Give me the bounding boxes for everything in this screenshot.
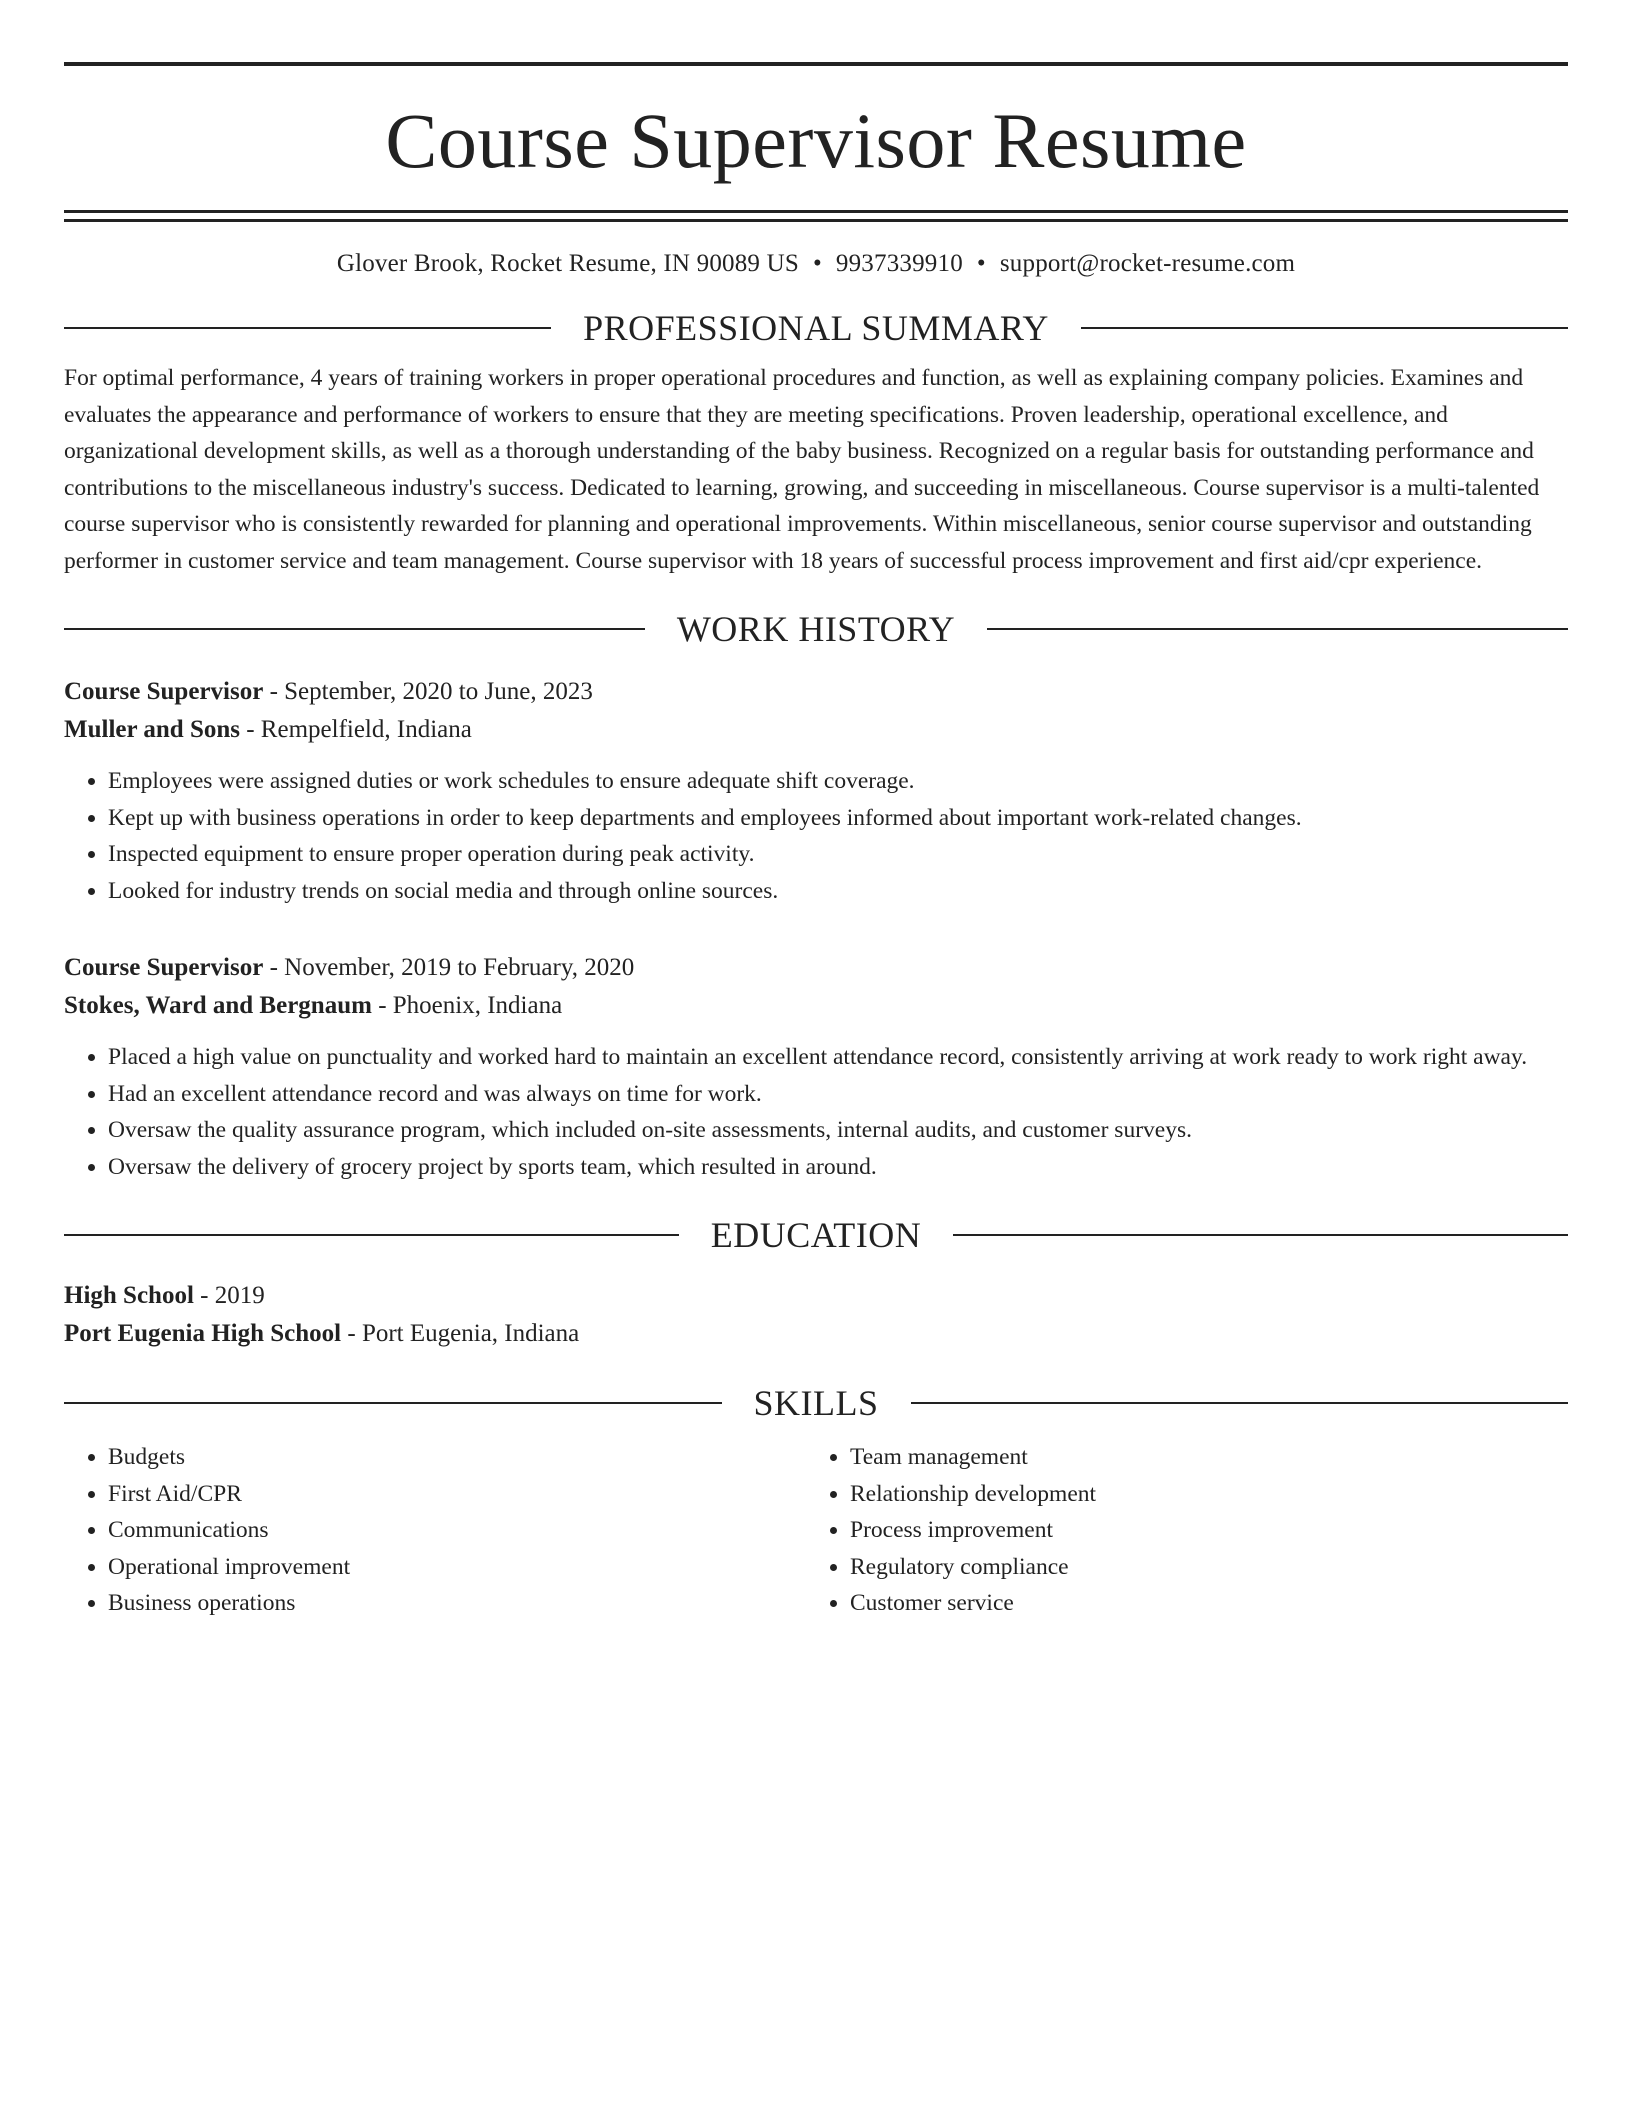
job-bullet: • Employees were assigned duties or work schedules to ensure adequate shift coverage. [108,763,1568,800]
section-rule-right [1081,327,1568,329]
skill-item: • Business operations [108,1585,806,1622]
section-rule-right [911,1402,1569,1404]
job-bullets [64,763,1568,909]
skills-heading: SKILLS [753,1383,879,1423]
job-dates: - September, 2020 to June, 2023 [263,678,593,705]
job-bullet: • Looked for industry trends on social media and through online sources. [108,873,1568,910]
job-title: Course Supervisor [64,954,264,981]
job-entry-2 [64,949,1568,1185]
education-school-line [64,1315,1568,1353]
education-year: - 2019 [193,1282,265,1309]
job-bullets [64,1039,1568,1185]
section-rule-left [64,1234,679,1236]
job-location: - Rempelfield, Indiana [239,716,472,743]
job-location: - Phoenix, Indiana [371,992,563,1019]
education-section-header [64,1217,1568,1253]
job-company: Muller and Sons [64,716,240,743]
job-entry-1 [64,673,1568,909]
contact-email: support@rocket-resume.com [999,250,1296,277]
skill-item: • Operational improvement [108,1549,806,1586]
skills-columns [64,1439,1568,1622]
job-bullet: • Inspected equipment to ensure proper operation during peak activity. [108,836,1568,873]
skill-item: • Communications [108,1512,806,1549]
contact-line [64,250,1568,278]
job-bullet: • Oversaw the delivery of grocery project by sports team, which resulted in around. [108,1149,1568,1186]
skill-item: • Team management [850,1439,1548,1476]
section-rule-left [64,1402,722,1404]
skills-section-header [64,1385,1568,1421]
job-bullet: • Kept up with business operations in order to keep departments and employees informed about important work-related changes. [108,800,1568,837]
skill-item: • Relationship development [850,1476,1548,1513]
top-rule [64,62,1568,66]
education-degree-line [64,1277,1568,1315]
job-bullet: • Had an excellent attendance record and was always on time for work. [108,1076,1568,1113]
job-company-line [64,987,1568,1025]
skill-item: • First Aid/CPR [108,1476,806,1513]
job-bullet: • Oversaw the quality assurance program, which included on-site assessments, internal audits, and customer surveys. [108,1112,1568,1149]
summary-section-header [64,310,1568,346]
work-heading: WORK HISTORY [676,609,956,649]
job-title-line [64,949,1568,987]
skills-list-left [64,1439,806,1622]
education-school: Port Eugenia High School [64,1320,342,1347]
job-title-line [64,673,1568,711]
education-degree: High School [64,1282,194,1309]
contact-separator: • [812,250,822,277]
skill-item: • Budgets [108,1439,806,1476]
education-heading: EDUCATION [710,1215,922,1255]
job-bullet: • Placed a high value on punctuality and worked hard to maintain an excellent attendance record, consistently arriving at work ready to work right away. [108,1039,1568,1076]
summary-heading: PROFESSIONAL SUMMARY [583,308,1049,348]
education-location: - Port Eugenia, Indiana [341,1320,580,1347]
contact-phone: 9937339910 [835,250,963,277]
contact-address: Glover Brook, Rocket Resume, IN 90089 US [336,250,799,277]
job-company: Stokes, Ward and Bergnaum [64,992,372,1019]
job-company-line [64,711,1568,749]
job-dates: - November, 2019 to February, 2020 [263,954,635,981]
title-double-rule [64,210,1568,222]
section-rule-right [987,628,1568,630]
section-rule-left [64,628,645,630]
job-title: Course Supervisor [64,678,264,705]
section-rule-left [64,327,551,329]
resume-title: Course Supervisor Resume [385,97,1247,184]
summary-text: For optimal performance, 4 years of training workers in proper operational procedures and function, as well as explaining company policies. Examines and evaluates the appearance and performance of workers to ensure that they are meeting specifications. Proven leadership, operational excellence, and organizational development skills, as well as a thorough understanding of the baby business. Recognized on a regular basis for outstanding performance and contributions to the miscellaneous industry's success. Dedicated to learning, growing, and succeeding in miscellaneous. Course supervisor is a multi-talented course supervisor who is consistently rewarded for planning and operational improvements. Within miscellaneous, senior course supervisor and outstanding performer in customer service and team management. Course supervisor with 18 years of successful process improvement and first aid/cpr experience. [64,365,1540,574]
section-rule-right [953,1234,1568,1236]
education-entry [64,1277,1568,1353]
skill-item: • Customer service [850,1585,1548,1622]
skills-list-right [806,1439,1548,1622]
contact-separator: • [976,250,986,277]
skill-item: • Regulatory compliance [850,1549,1548,1586]
work-section-header [64,611,1568,647]
skill-item: • Process improvement [850,1512,1548,1549]
